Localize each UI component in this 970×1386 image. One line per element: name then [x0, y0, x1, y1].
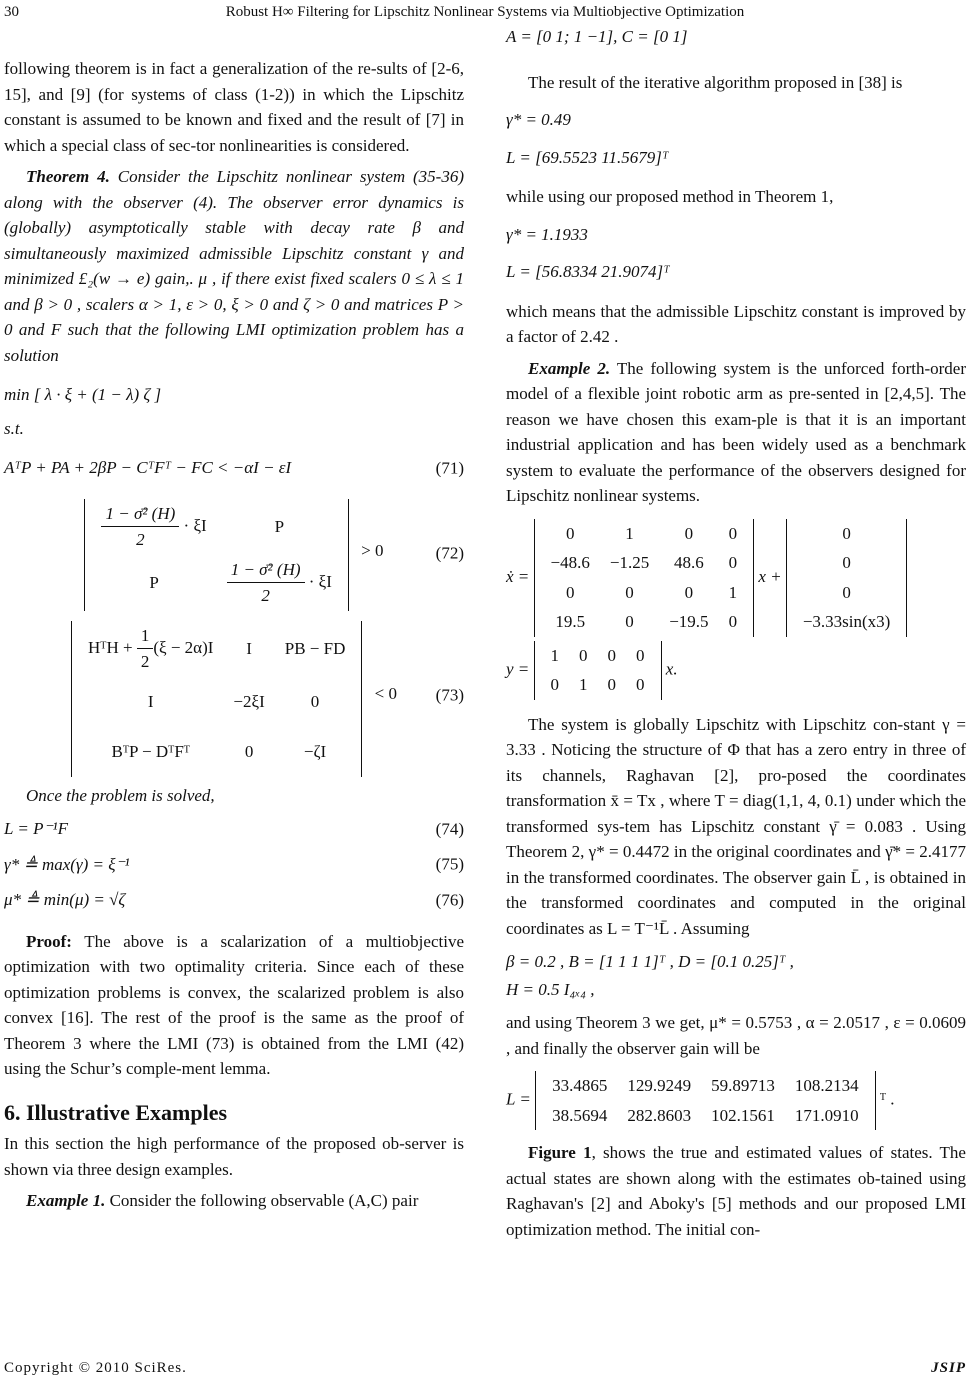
equation-73: HᵀH + $\frac{1}{2}$ (ξ − 2α)I I PB − FD I −2ξI 0 BᵀP − DᵀFᵀ 0 −ζI < 0 (73)	[4, 615, 464, 775]
gain-l-2: L = [56.8334 21.9074]ᵀ	[506, 262, 670, 281]
system-matrix-a	[534, 519, 755, 637]
gain-matrix	[535, 1071, 876, 1130]
matrix-cell: 0	[607, 675, 617, 694]
matrix-cell: 38.5694	[552, 1105, 608, 1125]
equation-76	[4, 887, 464, 913]
matrix-cell: 0	[565, 582, 575, 602]
example-1	[4, 1188, 464, 1214]
matrix-cell: 0	[625, 612, 634, 631]
output-equation: y = 1 0 0 0 0 1 0 0 x.	[506, 641, 966, 700]
running-title: Robust H∞ Filtering for Lipschitz Nonlinear Systems via Multiobjective Optimization	[225, 4, 745, 20]
iter-text: The result of the iterative algorithm proposed in [38] is	[528, 72, 903, 92]
matrix-cell: 0	[550, 675, 560, 694]
matrix-cell: 0	[842, 523, 851, 543]
matrix-cell: 129.9249	[627, 1076, 692, 1095]
proof-label: Proof:	[26, 931, 72, 951]
section-heading: 6. Illustrative Examples	[4, 1099, 228, 1125]
copyright: Copyright © 2010 SciRes.	[4, 1360, 187, 1376]
assumption-2: H = 0.5 I₄ₓ₄ ,	[506, 979, 595, 999]
equation-74	[4, 816, 464, 842]
theorem-label: Theorem 4.	[26, 167, 110, 186]
example-1-label: Example 1.	[26, 1191, 106, 1210]
matrix-cell: 0	[579, 645, 588, 665]
example-2	[506, 356, 966, 509]
matrix-cell: 108.2134	[794, 1076, 859, 1095]
figure-1-label: Figure 1	[528, 1143, 592, 1162]
matrix-cell: 0	[728, 553, 738, 572]
theorem-text: Consider the Lipschitz nonlinear system (35-36) along with the observer (4). The observer error dynamics is (globally) asymptotically stable with decay rate β and simultaneously maximized admissible Lipschitz constant γ and minimized £₂(w → e) gain,. μ , if there exist fixed scalers 0 ≤ λ ≤ 1 and β > 0 , scalers α > 1, ε > 0, ξ > 0 and ζ > 0 and matrices P > 0 and F such that the following LMI optimization problem has a solution	[4, 167, 465, 365]
matrix-cell: 59.89713	[711, 1076, 775, 1095]
example-2-label: Example 2.	[528, 358, 611, 378]
matrix-cell: 102.1561	[711, 1105, 775, 1125]
matrix-cell: −19.5	[669, 612, 709, 631]
matrix-cell: 282.8603	[627, 1105, 692, 1125]
equation-72: $\frac{\text{1 − σ̄² (H)}}{2}$ · ξI P P $\frac{\text{1 − σ̄² (H)}}{2}$ · ξI > 0 (72)	[4, 495, 464, 611]
matrix-cell: 33.4865	[552, 1076, 608, 1095]
journal-abbrev: JSIP	[931, 1360, 966, 1376]
lmi-73-matrix: HᵀH + $\frac{1}{2}$ (ξ − 2α)I I PB − FD I −2ξI 0 BᵀP − DᵀFᵀ 0 −ζI	[71, 621, 362, 777]
matrix-cell: 171.0910	[794, 1105, 859, 1125]
matrix-cell: 0	[636, 645, 645, 665]
matrix-cell: 0	[565, 523, 575, 543]
equation-74-number: (74)	[435, 819, 464, 838]
gain-equation: L = 33.4865 129.9249 59.89713 108.2134 38.5694 282.8603 102.1561 171.0910 ᵀ .	[506, 1071, 966, 1130]
results-text: and using Theorem 3 we get, μ* = 0.5753 , α = 2.0517 , ε = 0.0609 , and finally the observer gain will be	[506, 1013, 966, 1058]
matrix-cell: 0	[842, 582, 851, 602]
matrix-cell: 0	[728, 612, 738, 631]
example-2-text: The following system is the unforced forth-order model of a flexible joint robotic arm as pre-sented in [2,4,5]. The reason we have chosen this exam-ple is that it is an important industrial application and has been widely used as a benchmark system to evaluate the performance of the observers designed for Lipschitz nonlinear systems.	[506, 358, 966, 505]
solved-text: Once the problem is solved,	[26, 785, 215, 805]
matrix-cell: 0	[842, 553, 851, 572]
matrix-cell: 1	[579, 675, 588, 694]
gamma-star-2: γ* = 1.1933	[506, 224, 588, 244]
left-column	[4, 56, 464, 1214]
matrix-cell: 1	[625, 523, 634, 543]
matrix-cell: −1.25	[609, 553, 650, 572]
equation-75	[4, 852, 464, 878]
matrix-cell: −48.6	[550, 553, 590, 572]
system-vector-phi	[786, 519, 908, 637]
output-matrix-c	[534, 641, 662, 700]
gamma-star-1: γ* = 0.49	[506, 110, 571, 129]
assumption-1: β = 0.2 , B = [1 1 1 1]ᵀ , D = [0.1 0.25]ᵀ ,	[506, 952, 794, 971]
matrix-cell: −3.33sin(x3)	[802, 612, 891, 631]
ours-text: while using our proposed method in Theorem 1,	[506, 187, 834, 206]
matrix-cell: 0	[625, 582, 634, 602]
subject-to: s.t.	[4, 418, 24, 438]
matrix-cell: 0	[607, 645, 617, 665]
equation-76-body: μ* ≜ min(μ) = √ζ	[4, 890, 126, 909]
matrix-cell: 1	[550, 645, 560, 665]
page-number: 30	[4, 4, 19, 20]
example-1-text: Consider the following observable (A,C) pair	[109, 1191, 419, 1210]
equation-71	[4, 455, 464, 481]
proof-text: The above is a scalarization of a multiobjective optimization with two optimality criteria. Since each of these optimization problems is convex, the scalarized problem is also convex [16]. The rest of the proof is the same as the proof of Theorem 3 where the LMI (73) is obtained from the LMI (42) using the Schur’s comple-ment lemma.	[4, 931, 464, 1078]
equation-76-number: (76)	[435, 890, 464, 909]
theorem-4	[4, 164, 464, 368]
matrix-cell: 0	[728, 523, 738, 543]
matrix-cell: 48.6	[674, 553, 704, 572]
figure-1-paragraph	[506, 1140, 966, 1242]
equation-75-number: (75)	[435, 854, 464, 874]
system-equation: ẋ = 0 1 0 0 −48.6 −1.25 48.6 0 0 0 0 1 19.5 0 −19.5 0 x + 0 0 0 −3.33sin(x3)	[506, 519, 966, 637]
page-footer	[4, 1360, 966, 1377]
system-text: The system is globally Lipschitz with Lipschitz con-stant γ = 3.33 . Noticing the structure of Φ that has a zero entry in three of its channels, Raghavan [2], pro-posed the coordinates transformation x̄ = Tx , where T = diag(1,1, 4, 0.1) under which the transformed sys-tem has Lipschitz constant γ̄ = 0.083 . Using Theorem 2, γ* = 0.4472 in the original coordinates and γ̄* = 2.4177 in the transformed coordinates. The observer gain L̄ , is obtained in the transformed coordinates and computed in the original coordinates as L = T⁻¹L̄ . Assuming	[506, 714, 966, 938]
section-intro: In this section the high performance of the proposed ob-server is shown via three design examples.	[4, 1134, 464, 1179]
improved-text: which means that the admissible Lipschitz constant is improved by a factor of 2.42 .	[506, 301, 966, 346]
matrix-cell: 0	[636, 675, 645, 694]
proof	[4, 929, 464, 1082]
figure-1-text: , shows the true and estimated values of states. The actual states are shown along with the estimates ob-tained using Raghavan's [2] and Aboky's [5] methods and our proposed LMI optimization method. The initial con-	[506, 1143, 966, 1239]
matrix-a-c: A = [0 1; 1 −1], C = [0 1]	[506, 27, 688, 46]
min-equation: min [ λ · ξ + (1 − λ) ζ ]	[4, 385, 162, 404]
right-column	[506, 10, 966, 1242]
matrix-cell: 19.5	[555, 612, 586, 631]
matrix-cell: 1	[728, 582, 738, 602]
equation-73-number: (73)	[435, 684, 464, 704]
equation-71-body: AᵀP + PA + 2βP − CᵀFᵀ − FC < −αI − εI	[4, 458, 292, 477]
gain-l-1: L = [69.5523 11.5679]ᵀ	[506, 147, 669, 167]
matrix-cell: 0	[684, 582, 694, 602]
equation-72-number: (72)	[435, 542, 464, 562]
equation-71-number: (71)	[435, 458, 464, 477]
matrix-cell: 0	[684, 523, 694, 543]
lmi-72-matrix: $\frac{\text{1 − σ̄² (H)}}{2}$ · ξI P P $\frac{\text{1 − σ̄² (H)}}{2}$ · ξI	[84, 499, 348, 611]
equation-75-body: γ* ≜ max(γ) = ξ⁻¹	[4, 854, 130, 874]
paragraph: following theorem is in fact a generalization of the re-sults of [2-6, 15], and [9] (for systems of class (1-2)) in which the Lipschitz constant is assumed to be known and fixed and the result of [7] in which a special class of sec-tor nonlinearities is considered.	[4, 59, 464, 155]
equation-74-body: L = P⁻¹F	[4, 819, 68, 838]
